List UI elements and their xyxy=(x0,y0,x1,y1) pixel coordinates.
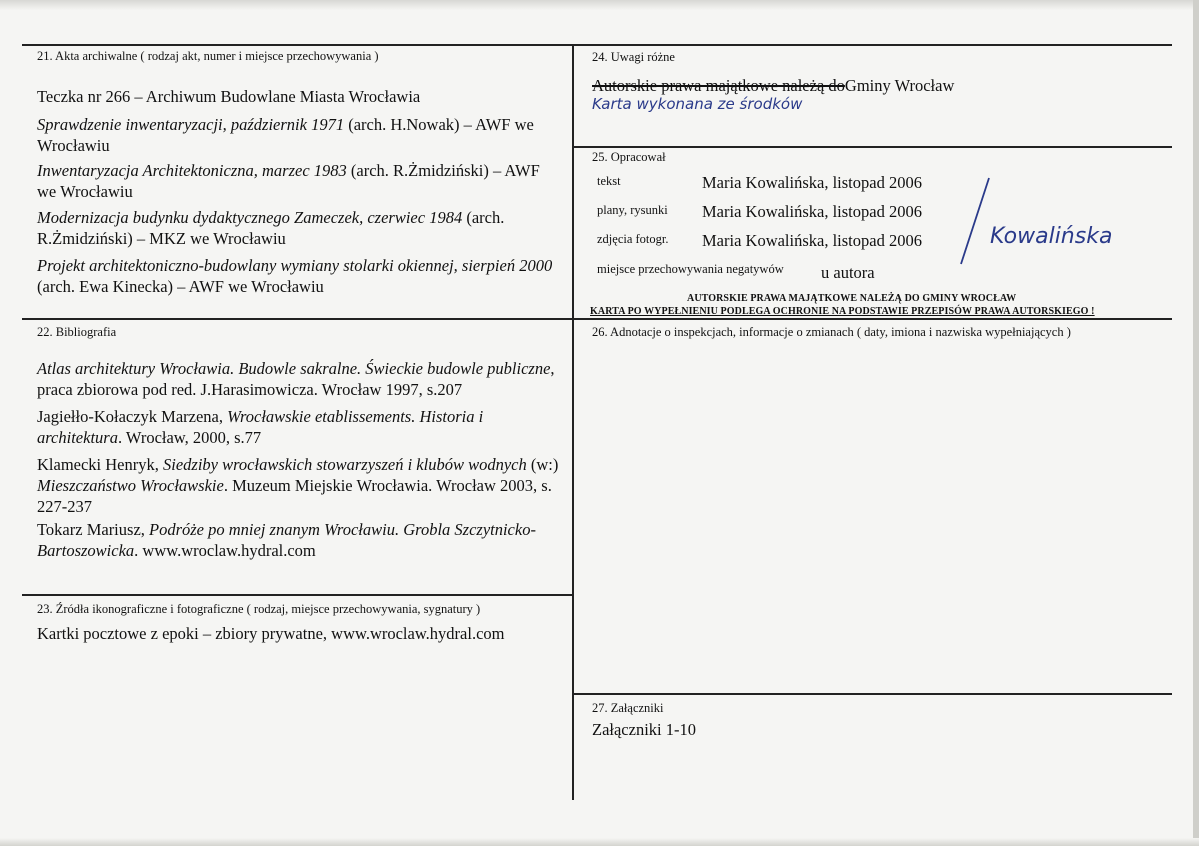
section-25-label: 25. Opracował xyxy=(592,150,666,164)
archive-entry-4: Modernizacja budynku dydaktycznego Zameczek, czerwiec 1984 (arch. R.Żmidziński) – MKZ we Wrocławiu xyxy=(37,208,505,248)
struck-remark: Autorskie prawa majątkowe należą do xyxy=(592,76,845,95)
section-21-label: 21. Akta archiwalne ( rodzaj akt, numer i miejsce przechowywania ) xyxy=(37,49,379,63)
prepared-key-photos: zdjęcia fotogr. xyxy=(597,232,669,246)
bibliography-entry-1: Atlas architektury Wrocławia. Budowle sakralne. Świeckie budowle publiczne, praca zbiorowa pod red. J.Harasimowicza. Wrocław 1997, s.207 xyxy=(37,359,555,399)
remarks-text xyxy=(592,76,954,96)
bibliography-entry-4: Tokarz Mariusz, Podróże po mniej znanym Wrocławiu. Grobla Szczytnicko-Bartoszowicka. www.wroclaw.hydral.com xyxy=(37,520,536,560)
prepared-value-photos: Maria Kowalińska, listopad 2006 xyxy=(702,231,922,250)
remark-gmina: Gminy Wrocław xyxy=(844,76,955,95)
handwritten-remark: Karta wykonana ze środków xyxy=(592,95,803,113)
signature-slash xyxy=(955,174,995,270)
divider-22-23 xyxy=(22,594,574,596)
bibliography-entry-2: Jagiełło-Kołaczyk Marzena, Wrocławskie etablissements. Historia i architektura. Wrocław, 2000, s.77 xyxy=(37,407,484,447)
scan-edge-right xyxy=(1193,0,1199,846)
scan-edge-bottom xyxy=(0,838,1199,846)
column-divider xyxy=(572,44,574,800)
prepared-key-text: tekst xyxy=(597,174,621,188)
scan-edge-top xyxy=(0,0,1199,10)
negatives-location-value: u autora xyxy=(821,263,875,282)
signature: Kowalińska xyxy=(990,224,1113,249)
negatives-location-key: miejsce przechowywania negatywów xyxy=(597,262,784,276)
prepared-key-plans: plany, rysunki xyxy=(597,203,668,217)
section-26-label: 26. Adnotacje o inspekcjach, informacje o zmianach ( daty, imiona i nazwiska wypełniających ) xyxy=(592,325,1071,339)
iconographic-sources: Kartki pocztowe z epoki – zbiory prywatne, www.wroclaw.hydral.com xyxy=(37,624,505,643)
copyright-note: AUTORSKIE PRAWA MAJĄTKOWE NALEŻĄ DO GMINY WROCŁAW xyxy=(687,293,1017,304)
section-27-label: 27. Załączniki xyxy=(592,701,664,715)
section-24-label: 24. Uwagi różne xyxy=(592,50,675,64)
attachments-text: Załączniki 1-10 xyxy=(592,720,696,739)
archive-entry-3: Inwentaryzacja Architektoniczna, marzec 1983 (arch. R.Żmidziński) – AWF we Wrocławiu xyxy=(37,161,540,201)
bibliography-entry-3: Klamecki Henryk, Siedziby wrocławskich stowarzyszeń i klubów wodnych (w:) Mieszczaństwo Wrocławskie. Muzeum Miejskie Wrocławia. Wrocław 2003, s. 227-237 xyxy=(37,455,559,516)
protection-note: KARTA PO WYPEŁNIENIU PODLEGA OCHRONIE NA PODSTAWIE PRZEPISÓW PRAWA AUTORSKIEGO ! xyxy=(590,306,1095,317)
archive-entry-2: Sprawdzenie inwentaryzacji, październik 1971 (arch. H.Nowak) – AWF we Wrocławiu xyxy=(37,115,534,155)
divider-26-27 xyxy=(574,693,1172,695)
divider-21-22 xyxy=(22,318,574,320)
prepared-value-plans: Maria Kowalińska, listopad 2006 xyxy=(702,202,922,221)
divider-24-25 xyxy=(574,146,1172,148)
top-border xyxy=(22,44,1172,46)
section-23-label: 23. Źródła ikonograficzne i fotograficzne ( rodzaj, miejsce przechowywania, sygnatury ) xyxy=(37,602,481,616)
divider-25-26 xyxy=(574,318,1172,320)
prepared-value-text: Maria Kowalińska, listopad 2006 xyxy=(702,173,922,192)
section-22-label: 22. Bibliografia xyxy=(37,325,117,339)
archive-entry-5: Projekt architektoniczno-budowlany wymiany stolarki okiennej, sierpień 2000 (arch. Ewa Kinecka) – AWF we Wrocławiu xyxy=(37,256,553,296)
archive-entry-1: Teczka nr 266 – Archiwum Budowlane Miasta Wrocławia xyxy=(37,87,421,106)
